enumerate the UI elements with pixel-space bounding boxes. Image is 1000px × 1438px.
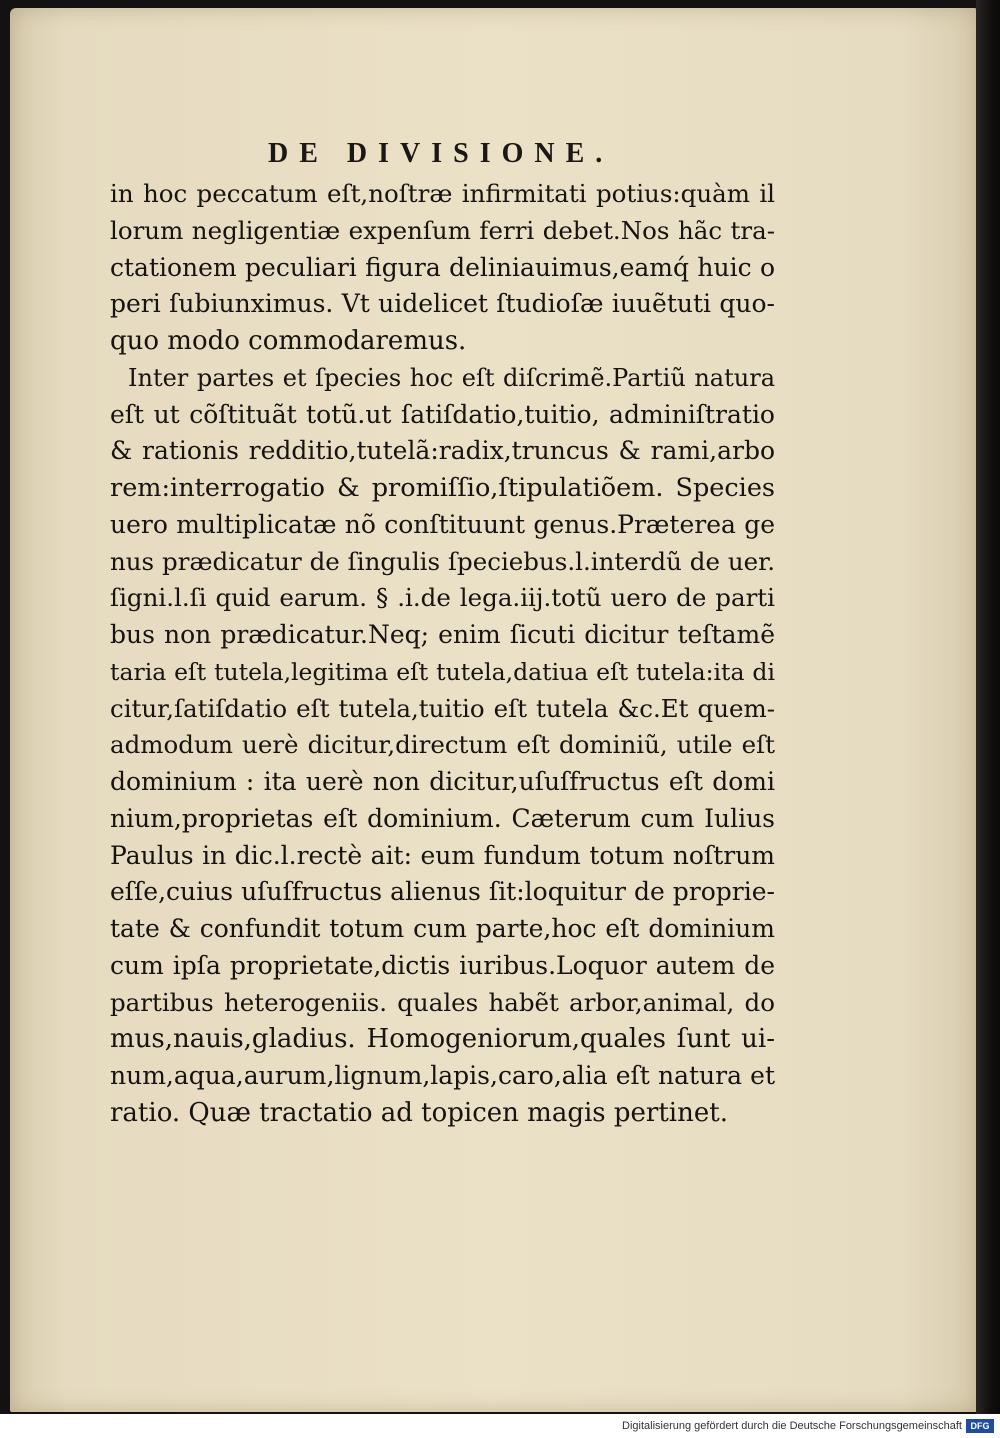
text-line: Inter partes et ſpecies hoc eſt diſcrimẽ.Partiũ natura: [128, 363, 775, 392]
text-line: uero multiplicatæ nõ conſtituunt genus.Præterea ge: [110, 509, 775, 539]
text-line: in hoc peccatum eſt,noſtræ infirmitati potius:quàm il: [110, 179, 775, 208]
book-page: [10, 8, 978, 1412]
text-line: lorum negligentiæ expenſum ferri debet.Nos hãc tra-: [110, 215, 775, 245]
running-head: DE DIVISIONE.: [268, 138, 614, 169]
text-line: & rationis redditio,tutelã:radix,truncus & rami,arbo: [110, 436, 775, 466]
text-line: taria eſt tutela,legitima eſt tutela,datiua eſt tutela:ita di: [110, 657, 775, 686]
book-spine-edge: [976, 0, 1000, 1414]
text-line: cum ipſa proprietate,dictis iuribus.Loquor autem de: [110, 950, 775, 980]
dfg-logo: DFG: [966, 1419, 994, 1433]
text-line: citur,ſatiſdatio eſt tutela,tuitio eſt tutela &c.Et quem-: [110, 693, 775, 723]
text-line: quo modo commodaremus.: [110, 326, 467, 356]
text-line: ratio. Quæ tractatio ad topicen magis pertinet.: [110, 1097, 728, 1128]
text-line: eſſe,cuius uſuſfructus alienus ſit:loquitur de proprie-: [110, 877, 775, 907]
text-line: ſigni.l.ſi quid earum. § .i.de lega.iij.totũ uero de parti: [110, 583, 775, 613]
footer-strip: [0, 1414, 1000, 1438]
body-text: [110, 176, 775, 1132]
text-line: rem:interrogatio & promiſſio,ſtipulatiõem. Species: [110, 473, 775, 503]
text-line: Paulus in dic.l.rectè ait: eum fundum totum noſtrum: [110, 840, 775, 870]
text-line: nus prædicatur de ſingulis ſpeciebus.l.interdũ de uer.: [110, 546, 775, 576]
text-line: admodum uerè dicitur,directum eſt dominiũ, utile eſt: [110, 730, 775, 760]
text-line: ctationem peculiari figura deliniauimus,eamq́ huic o: [110, 252, 775, 282]
text-line: bus non prædicatur.Neq; enim ſicuti dicitur teſtamẽ: [110, 620, 775, 649]
text-line: tate & confundit totum cum parte,hoc eſt dominium: [110, 914, 775, 943]
funding-credit: Digitalisierung gefördert durch die Deutsche Forschungsgemeinschaft: [622, 1420, 962, 1432]
text-line: peri ſubiunximus. Vt uidelicet ſtudioſæ iuuẽtuti quo-: [110, 289, 775, 319]
text-line: nium,proprietas eſt dominium. Cæterum cum Iulius: [110, 803, 775, 833]
text-line: partibus heterogeniis. quales habẽt arbor,animal, do: [110, 987, 775, 1017]
text-line: mus,nauis,gladius. Homogeniorum,quales ſunt ui-: [110, 1024, 775, 1055]
text-line: num,aqua,aurum,lignum,lapis,caro,alia eſt natura et: [110, 1061, 775, 1090]
text-line: eſt ut cõſtituãt totũ.ut ſatiſdatio,tuitio, adminiſtratio: [110, 399, 775, 429]
text-line: dominium : ita uerè non dicitur,uſuſfructus eſt domi: [110, 767, 775, 796]
